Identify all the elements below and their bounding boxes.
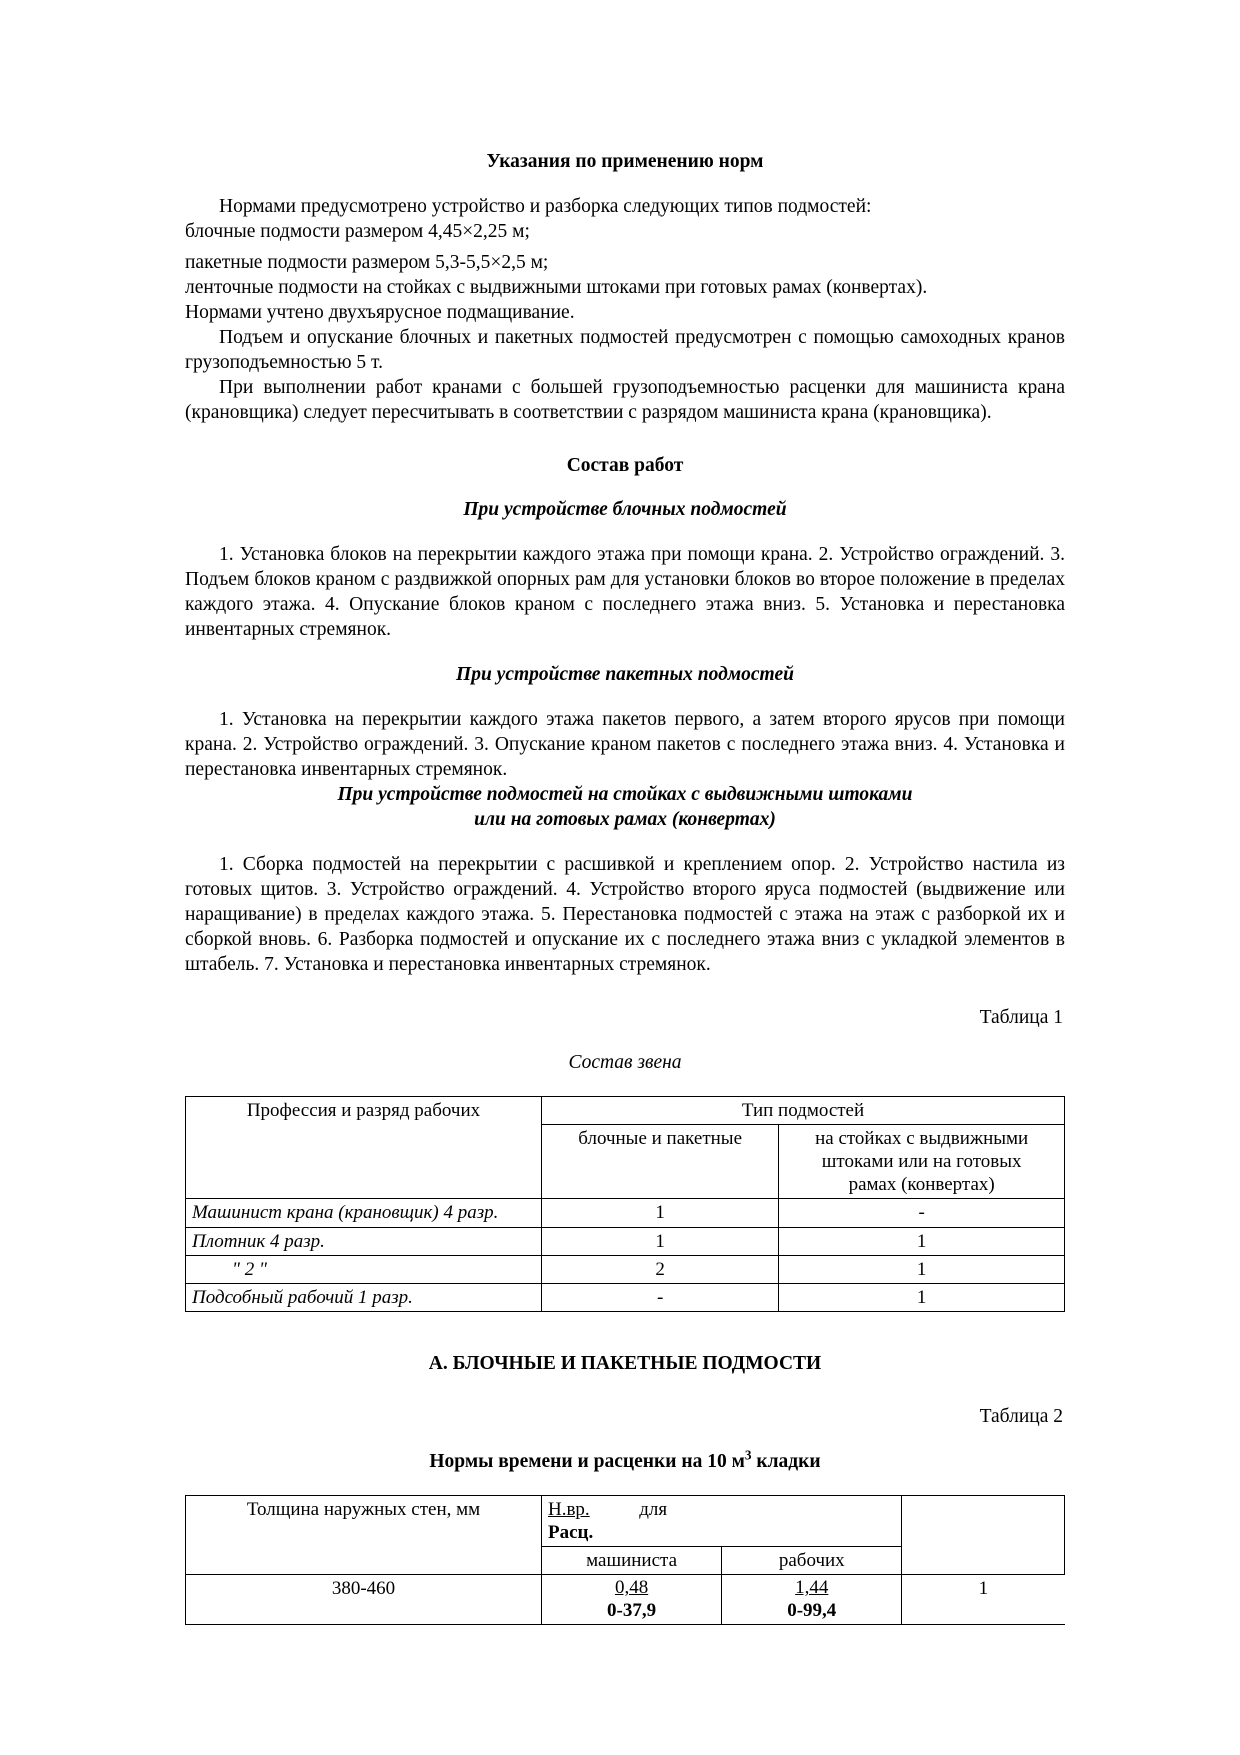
cell-posts-count: 1 (779, 1255, 1065, 1283)
subheading-post-scaffolds-line2: или на готовых рамах (конвертах) (474, 809, 776, 831)
table1-caption: Состав звена (568, 1051, 682, 1073)
spacer (185, 1475, 1065, 1495)
table1-number-label: Таблица 1 (979, 1006, 1063, 1028)
cell-block-packet-count: 2 (541, 1255, 778, 1283)
line-block-scaffold: блочные подмости размером 4,45×2,25 м; (185, 220, 530, 242)
header-for-label: для (639, 1498, 668, 1520)
table-row (186, 1255, 1065, 1283)
spacer (185, 978, 1065, 1006)
spacer (185, 1430, 1065, 1450)
workers-time-norm: 1,44 (795, 1577, 829, 1599)
spacer (185, 1377, 1065, 1405)
header-posts-line2: штоками или на готовых (821, 1150, 1022, 1172)
header-rate: Расц. (547, 1522, 594, 1544)
cell-profession: Подсобный рабочий 1 разр. (186, 1283, 542, 1311)
cell-profession: Машинист крана (крановщик) 4 разр. (186, 1199, 542, 1227)
table-time-norms-and-rates (185, 1495, 1065, 1625)
table2-number-label: Таблица 2 (979, 1405, 1063, 1427)
spacer (185, 688, 1065, 708)
header-index-column (902, 1495, 1065, 1575)
works-list-post-scaffolds: 1. Сборка подмостей на перекрытии с расшивкой и креплением опор. 2. Устройство настила из готовых щитов. 3. Устройство ограждений. 4. Устройство второго яруса подмостей (выдвижение или наращивание) в пределах каждого этажа. 5. Перестановка подмостей с этажа на этаж с разборкой их и сборкой вновь. 6. Разборка подмостей и опускание их с последнего этажа вниз с укладкой элементов в штабель. 7. Установка и перестановка инвентарных стремянок. (185, 853, 1065, 975)
table2-caption-exponent: 3 (744, 1447, 752, 1463)
works-list-block-scaffolds: 1. Установка блоков на перекрытии каждого этажа при помощи крана. 2. Устройство ограждений. 3. Подъем блоков краном с раздвижкой опорных рам для установки блоков во второе положение в пределах каждого этажа. 4. Опускание блоков краном с последнего этажа вниз. 5. Установка и перестановка инвентарных стремянок. (185, 544, 1065, 641)
table-row (186, 1227, 1065, 1255)
header-posts-line1: на стойках с выдвижными (815, 1127, 1029, 1149)
page-title: Указания по применению норм (486, 151, 764, 172)
spacer (185, 523, 1065, 543)
subheading-packet-scaffolds: При устройстве пакетных подмостей (456, 664, 794, 686)
table-crew-composition (185, 1096, 1065, 1312)
spacer (185, 478, 1065, 498)
header-workers: рабочих (722, 1547, 902, 1575)
cell-posts-count: 1 (779, 1227, 1065, 1255)
header-posts-line3: рамах (конвертах) (848, 1174, 995, 1196)
intro-paragraph: Нормами предусмотрено устройство и разборка следующих типов подмостей: (219, 195, 872, 217)
machinist-norm-rate-fraction (607, 1577, 656, 1622)
spacer (185, 1076, 1065, 1096)
cell-workers-values (722, 1575, 902, 1625)
spacer (185, 426, 1065, 454)
cell-wall-thickness: 380-460 (186, 1575, 542, 1625)
spacer (185, 833, 1065, 853)
cell-machinist-values (541, 1575, 721, 1625)
paragraph-rate-recalculation: При выполнении работ кранами с большей грузоподъемностью расценки для машиниста крана (крановщика) следует пересчитывать в соответствии с разрядом машиниста крана (крановщика). (185, 376, 1065, 423)
header-time-norm: Н.вр. (547, 1498, 590, 1520)
machinist-rate: 0-37,9 (607, 1599, 657, 1621)
machinist-time-norm: 0,48 (614, 1577, 649, 1599)
section-heading-works: Состав работ (566, 454, 684, 476)
header-wall-thickness: Толщина наружных стен, мм (186, 1495, 542, 1575)
table-header-row (186, 1096, 1065, 1124)
cell-row-index: 1 (902, 1575, 1065, 1625)
table-row (186, 1199, 1065, 1227)
header-profession-grade: Профессия и разряд рабочих (186, 1096, 542, 1199)
table2-caption (185, 1447, 1065, 1475)
spacer (185, 175, 1065, 195)
line-two-tier: Нормами учтено двухъярусное подмащивание. (185, 301, 575, 323)
line-packet-scaffold: пакетные подмости размером 5,3-5,5×2,5 м; (185, 251, 549, 273)
table-row (186, 1283, 1065, 1311)
spacer (185, 1031, 1065, 1051)
header-machinist: машиниста (541, 1547, 721, 1575)
subheading-post-scaffolds-line1: При устройстве подмостей на стойках с выдвижными штоками (337, 784, 913, 806)
spacer (185, 643, 1065, 663)
header-block-and-packet: блочные и пакетные (541, 1124, 778, 1199)
workers-norm-rate-fraction (787, 1577, 836, 1622)
cell-block-packet-count: 1 (541, 1227, 778, 1255)
line-tape-scaffold: ленточные подмости на стойках с выдвижными штоками при готовых рамах (конвертах). (185, 276, 928, 298)
table2-caption-suffix: кладки (751, 1450, 821, 1472)
subheading-block-scaffolds: При устройстве блочных подмостей (463, 499, 787, 521)
table-header-row (186, 1495, 1065, 1546)
header-norm-rate-fraction (548, 1498, 593, 1544)
cell-profession: " 2 " (186, 1255, 542, 1283)
section-heading-block-packet-scaffolds: А. БЛОЧНЫЕ И ПАКЕТНЫЕ ПОДМОСТИ (428, 1353, 822, 1375)
header-scaffold-type: Тип подмостей (541, 1096, 1064, 1124)
cell-block-packet-count: 1 (541, 1199, 778, 1227)
header-norm-rate-for (541, 1495, 901, 1546)
workers-rate: 0-99,4 (787, 1599, 837, 1621)
cell-block-packet-count: - (541, 1283, 778, 1311)
header-posts-or-frames (779, 1124, 1065, 1199)
works-list-packet-scaffolds: 1. Установка на перекрытии каждого этажа пакетов первого, а затем второго ярусов при помощи крана. 2. Устройство ограждений. 3. Опускание краном пакетов с последнего этажа вниз. 4. Установка и перестановка инвентарных стремянок. (185, 709, 1065, 781)
paragraph-crane-lifting: Подъем и опускание блочных и пакетных подмостей предусмотрен с помощью самоходных кранов грузоподъемностью 5 т. (185, 326, 1065, 373)
cell-profession: Плотник 4 разр. (186, 1227, 542, 1255)
spacer (185, 1312, 1065, 1352)
cell-posts-count: 1 (779, 1283, 1065, 1311)
table-row (186, 1575, 1065, 1625)
table2-caption-text: Нормы времени и расценки на 10 м (429, 1450, 745, 1472)
cell-posts-count: - (779, 1199, 1065, 1227)
